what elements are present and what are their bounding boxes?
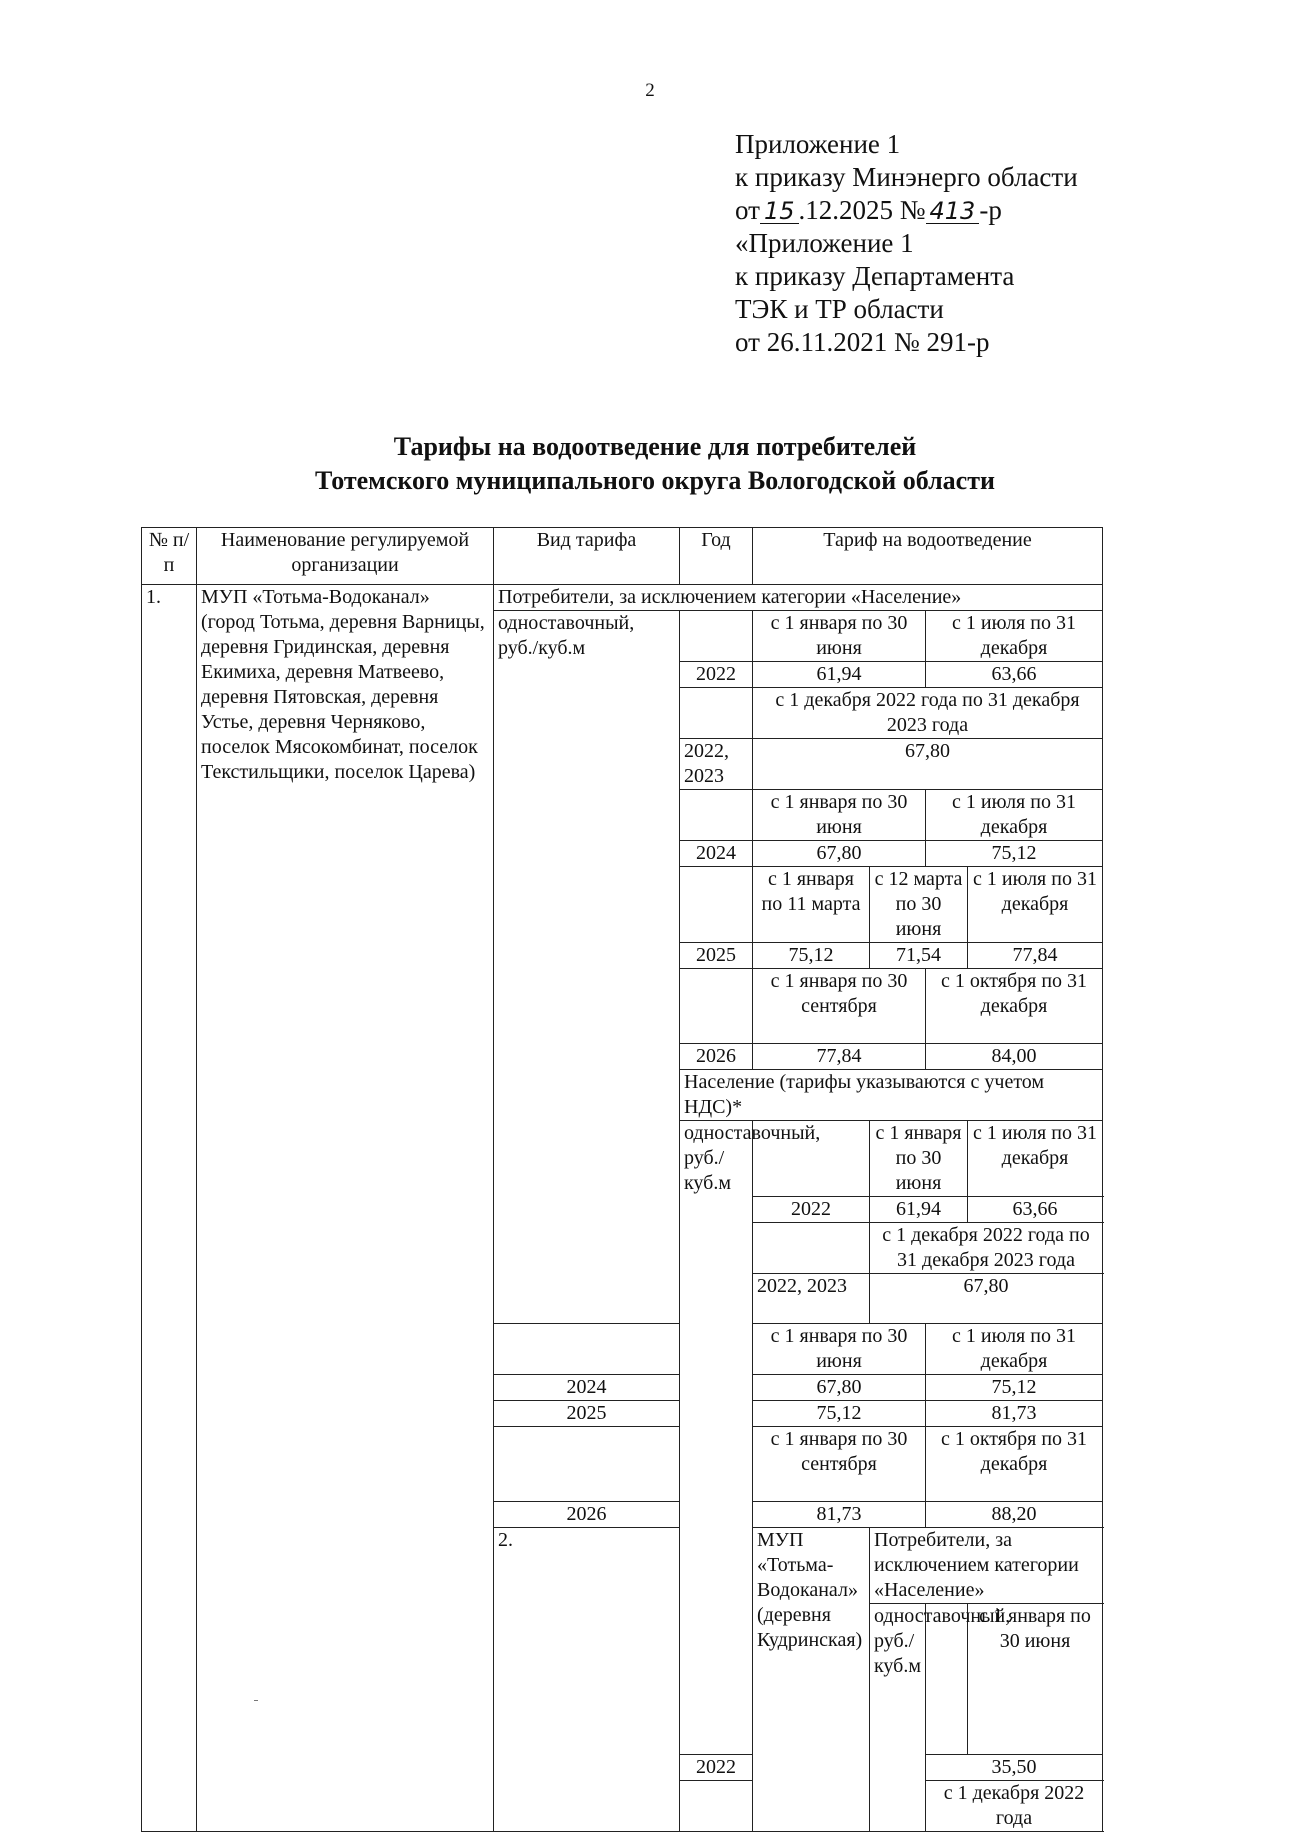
period-label: с 1 декабря 2022 года <box>926 1781 1103 1832</box>
tariff-value: 84,00 <box>926 1044 1103 1070</box>
year-cell: 2026 <box>680 1044 753 1070</box>
organization-cell <box>197 585 494 1832</box>
tariff-value: 75,12 <box>926 841 1103 867</box>
tariff-value: 63,66 <box>926 662 1103 688</box>
organization-area: (город Тотьма, деревня Варницы, деревня Гридинская, деревня Екимиха, деревня Матвеево, деревня Пятовская, деревня Устье, деревня Черняково, поселок Мясокомбинат, поселок Текстильщики, поселок Царева) <box>201 611 485 783</box>
period-label: с 1 января по 30 сентября <box>753 1427 926 1502</box>
title-line-1: Тарифы на водоотведение для потребителей <box>393 432 917 461</box>
year-cell <box>680 611 753 662</box>
tariff-value: 67,80 <box>753 841 926 867</box>
header-tariff: Тариф на водоотведение <box>753 528 1103 585</box>
period-label: с 1 января по 30 июня <box>753 790 926 841</box>
appendix-date-prefix: от <box>735 195 760 225</box>
tariff-value: 81,73 <box>753 1502 926 1528</box>
tariff-kind: одноставочный, руб./куб.м <box>680 1121 753 1755</box>
period-label: с 1 октября по 31 декабря <box>926 1427 1103 1502</box>
period-label: с 1 июля по 31 декабря <box>968 1121 1103 1197</box>
title-line-2: Тотемского муниципального округа Вологодской области <box>315 466 995 495</box>
scan-mark <box>254 1700 258 1701</box>
tariff-value: 61,94 <box>870 1197 968 1223</box>
tariff-value: 75,12 <box>926 1375 1103 1401</box>
appendix-line-4: «Приложение 1 <box>735 228 914 258</box>
appendix-line-7: от 26.11.2021 № 291-р <box>735 327 990 357</box>
section-non-population: Потребители, за исключением категории «Население» <box>870 1528 1103 1604</box>
year-cell: 2022, 2023 <box>680 739 753 790</box>
tariff-value: 88,20 <box>926 1502 1103 1528</box>
year-cell: 2026 <box>494 1502 680 1528</box>
tariff-value: 63,66 <box>968 1197 1103 1223</box>
period-label: с 1 января по 30 сентября <box>753 969 926 1044</box>
document-title <box>0 430 1310 498</box>
year-cell: 2022 <box>753 1197 870 1223</box>
tariff-value: 81,73 <box>926 1401 1103 1427</box>
period-label: с 1 декабря 2022 года по 31 декабря 2023 года <box>870 1223 1103 1274</box>
header-row <box>142 528 1103 585</box>
header-org: Наименование регулируемой организации <box>197 528 494 585</box>
period-label: с 1 октября по 31 декабря <box>926 969 1103 1044</box>
tariff-kind: одноставочный, руб./куб.м <box>494 611 680 1324</box>
year-cell: 2025 <box>494 1401 680 1427</box>
year-cell <box>680 1781 753 1832</box>
year-cell: 2025 <box>680 943 753 969</box>
year-cell: 2024 <box>680 841 753 867</box>
period-label: с 1 июля по 31 декабря <box>926 611 1103 662</box>
appendix-order-suffix: -р <box>979 195 1002 225</box>
row-number: 2. <box>494 1528 680 1832</box>
organization-cell <box>753 1528 870 1832</box>
row-number: 1. <box>142 585 197 1832</box>
organization-area: (деревня Кудринская) <box>757 1604 863 1651</box>
year-cell: 2022, 2023 <box>753 1274 870 1324</box>
period-label: с 1 января по 11 марта <box>753 867 870 943</box>
appendix-block <box>735 128 1078 359</box>
table-row <box>142 585 1103 611</box>
year-cell <box>494 1324 680 1375</box>
appendix-line-1: Приложение 1 <box>735 129 901 159</box>
period-label: с 12 марта по 30 июня <box>870 867 968 943</box>
tariff-value: 75,12 <box>753 1401 926 1427</box>
page-number: 2 <box>645 80 655 101</box>
tariff-value: 67,80 <box>753 1375 926 1401</box>
appendix-line-5: к приказу Департамента <box>735 261 1015 291</box>
period-label: с 1 июля по 31 декабря <box>926 1324 1103 1375</box>
tariff-table <box>141 527 1103 1832</box>
year-cell <box>680 867 753 943</box>
section-population: Население (тарифы указываются с учетом НДС)* <box>680 1070 1103 1121</box>
tariff-value: 61,94 <box>753 662 926 688</box>
appendix-date-rest: .12.2025 № <box>798 195 926 225</box>
tariff-kind: одноставочный, руб./куб.м <box>870 1604 926 1832</box>
tariff-value: 75,12 <box>753 943 870 969</box>
header-num: № п/п <box>142 528 197 585</box>
period-label: с 1 июля по 31 декабря <box>926 790 1103 841</box>
year-cell <box>494 1427 680 1502</box>
period-label: с 1 января по 30 июня <box>968 1604 1103 1755</box>
tariff-value: 67,80 <box>753 739 1103 790</box>
appendix-line-2: к приказу Минэнерго области <box>735 162 1078 192</box>
handwritten-day: 15 <box>760 199 799 224</box>
year-cell: 2022 <box>680 662 753 688</box>
appendix-date-line <box>735 194 1078 227</box>
period-label: с 1 июля по 31 декабря <box>968 867 1103 943</box>
tariff-value: 35,50 <box>926 1755 1103 1781</box>
period-label: с 1 января по 30 июня <box>753 611 926 662</box>
year-cell <box>680 790 753 841</box>
year-cell: 2024 <box>494 1375 680 1401</box>
organization-name: МУП «Тотьма-Водоканал» <box>201 586 430 608</box>
tariff-value: 71,54 <box>870 943 968 969</box>
tariff-value: 77,84 <box>753 1044 926 1070</box>
year-cell <box>680 688 753 739</box>
appendix-line-6: ТЭК и ТР области <box>735 294 944 324</box>
year-cell <box>753 1223 870 1274</box>
organization-name: МУП «Тотьма-Водоканал» <box>757 1529 858 1601</box>
section-non-population: Потребители, за исключением категории «Население» <box>494 585 1103 611</box>
tariff-value: 77,84 <box>968 943 1103 969</box>
period-label: с 1 января по 30 июня <box>753 1324 926 1375</box>
handwritten-order-number: 413 <box>926 199 980 224</box>
period-label: с 1 января по 30 июня <box>870 1121 968 1197</box>
header-year: Год <box>680 528 753 585</box>
year-cell: 2022 <box>680 1755 753 1781</box>
period-label: с 1 декабря 2022 года по 31 декабря 2023 года <box>753 688 1103 739</box>
header-kind: Вид тарифа <box>494 528 680 585</box>
year-cell <box>680 969 753 1044</box>
tariff-value: 67,80 <box>870 1274 1103 1324</box>
